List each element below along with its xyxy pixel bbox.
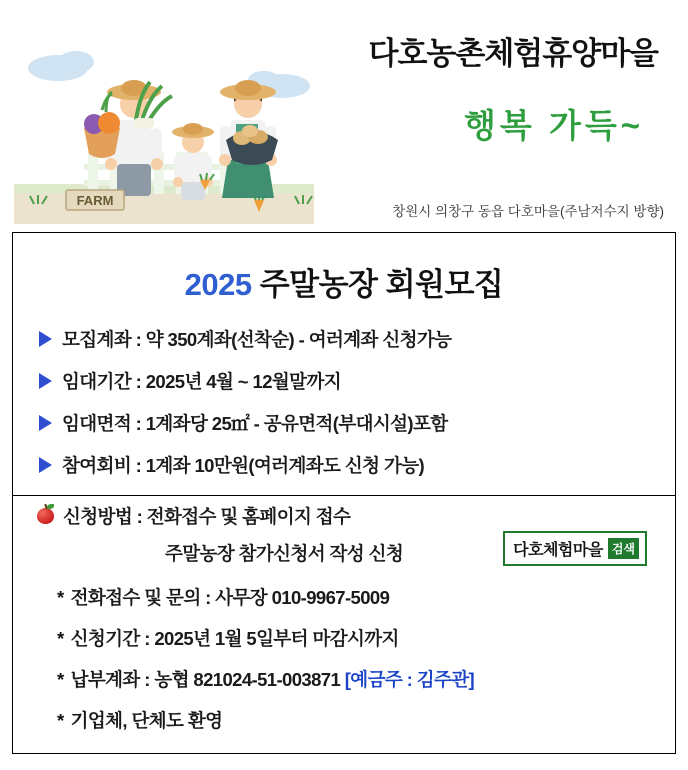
village-slogan: 행복 가득~ [464, 107, 644, 144]
account-holder-highlight: [예금주 : 김주관] [344, 669, 475, 690]
detail-text: 신청기간 : 2025년 1월 5일부터 마감시까지 [70, 628, 399, 649]
star-bullet-icon: * [57, 710, 64, 731]
detail-text: 납부계좌 : 농협 821024-51-003871 [70, 669, 345, 690]
village-title: 다호농촌체험휴양마을 [368, 36, 658, 71]
svg-text:FARM: FARM [76, 193, 114, 208]
recruitment-title-year: 2025 [184, 267, 252, 302]
list-item [39, 368, 675, 394]
poster-header [0, 0, 688, 228]
bullet-text: 모집계좌 : 약 350계좌(선착순) - 여러계좌 신청가능 [62, 329, 452, 350]
farm-family-illustration [14, 24, 314, 224]
application-details [37, 584, 675, 733]
list-item [57, 666, 675, 692]
application-form-text: 주말농장 참가신청서 작성 신청 [165, 543, 404, 564]
search-badge-name: 다호체험마을 [513, 542, 603, 559]
star-bullet-icon: * [57, 669, 64, 690]
list-item [39, 410, 675, 436]
list-item [39, 326, 675, 352]
bullet-text: 임대기간 : 2025년 4월 ~ 12월말까지 [62, 371, 341, 392]
recruitment-title-rest: 주말농장 회원모집 [259, 267, 504, 302]
list-item [39, 452, 675, 478]
star-bullet-icon: * [57, 587, 64, 608]
triangle-bullet-icon [39, 331, 52, 347]
search-badge-tag: 검색 [608, 538, 639, 559]
application-method-text: 신청방법 : 전화접수 및 홈페이지 접수 [63, 506, 351, 527]
list-item [57, 707, 675, 733]
section-divider [13, 495, 675, 496]
list-item [57, 584, 675, 610]
recruitment-bullets [13, 326, 675, 478]
bullet-text: 임대면적 : 1계좌당 25㎡ - 공유면적(부대시설)포함 [62, 413, 448, 434]
apple-icon [37, 508, 54, 524]
village-address: 창원시 의창구 동읍 다호마을(주남저수지 방향) [392, 204, 664, 219]
bullet-text: 참여회비 : 1계좌 10만원(여러계좌도 신청 가능) [62, 455, 425, 476]
list-item [57, 625, 675, 651]
detail-text: 전화접수 및 문의 : 사무장 010-9967-5009 [70, 587, 390, 608]
application-section [13, 503, 675, 748]
triangle-bullet-icon [39, 373, 52, 389]
application-method-row [37, 503, 675, 529]
search-badge[interactable] [503, 531, 647, 566]
triangle-bullet-icon [39, 457, 52, 473]
star-bullet-icon: * [57, 628, 64, 649]
recruitment-title [13, 259, 675, 304]
detail-text: 기업체, 단체도 환영 [70, 710, 223, 731]
recruitment-box [12, 232, 676, 754]
triangle-bullet-icon [39, 415, 52, 431]
